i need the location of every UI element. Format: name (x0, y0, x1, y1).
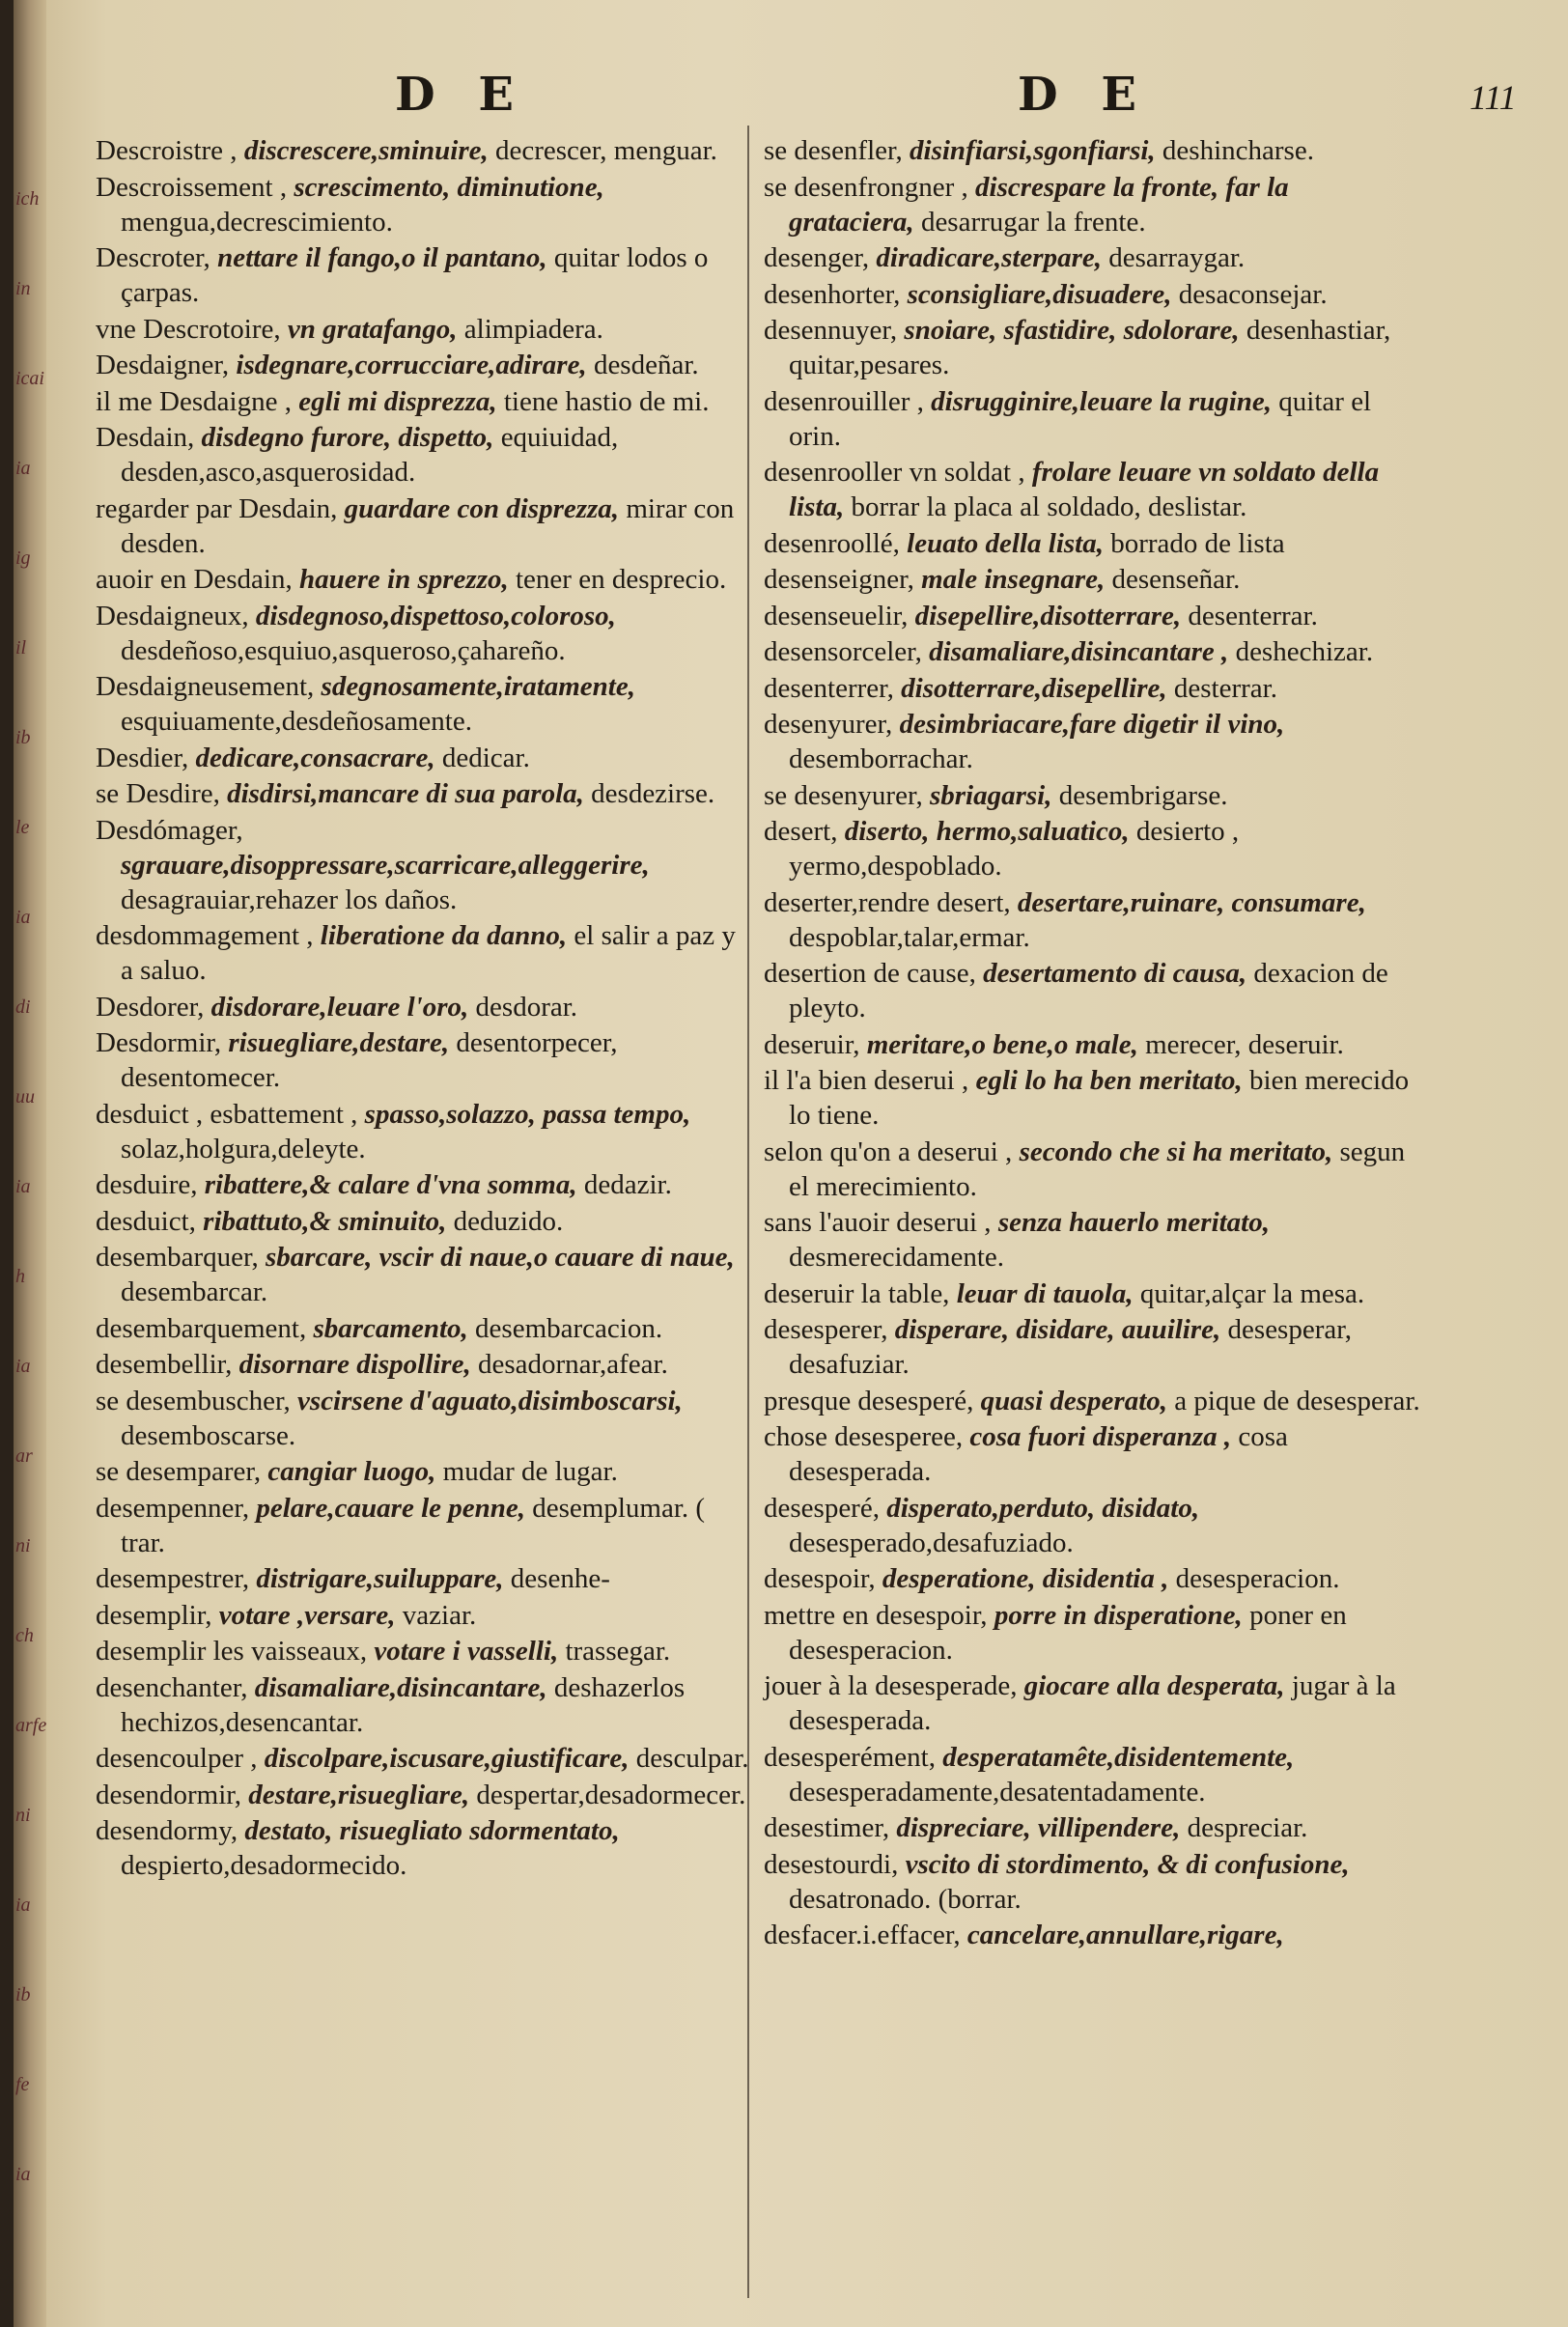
dictionary-entry (764, 1847, 1420, 1917)
entry-headword: deseruir la table, (764, 1277, 950, 1309)
entry-italian: diserto, hermo,saluatico, (844, 816, 1130, 847)
entry-italian: male insegnare, (921, 564, 1106, 595)
entry-italian: disrugginire,leuare la rugine, (931, 385, 1273, 417)
dictionary-entry (764, 599, 1420, 633)
entry-italian: disdegno furore, dispetto, (201, 422, 494, 453)
facing-page-gutter (14, 0, 46, 2327)
dictionary-entry (764, 1384, 1420, 1418)
page-number: 111 (1470, 78, 1517, 117)
dictionary-entry (764, 1740, 1420, 1809)
entry-headword: sans l'auoir deserui , (764, 1207, 992, 1238)
dictionary-entry (764, 1561, 1420, 1596)
entry-headword: desduire, (96, 1169, 198, 1200)
running-head-left: D E (395, 68, 527, 122)
entry-spanish: desenhastiar, quitar,pesares. (789, 315, 1391, 380)
entry-spanish: desdeñoso,esquiuo,asqueroso,çahareño. (121, 634, 566, 666)
dictionary-entry (96, 240, 752, 310)
dictionary-entry (764, 384, 1420, 454)
gutter-fragment: ar (15, 1445, 33, 1467)
entry-spanish: desagrauiar,rehazer los daños. (121, 883, 458, 915)
entry-italian: hauere in sprezzo, (299, 564, 509, 595)
entry-headword: Desdain, (96, 422, 195, 453)
entry-italian: destato, risuegliato sdormentato, (244, 1815, 620, 1846)
entry-spanish: desadornar,afear. (477, 1349, 668, 1380)
entry-italian: cangiar luogo, (267, 1456, 436, 1487)
dictionary-entry (96, 1347, 752, 1382)
entry-spanish: quitar lodos o çarpas. (121, 242, 709, 308)
entry-spanish: desembarcacion. (475, 1312, 663, 1344)
entry-spanish: a pique de desesperar. (1174, 1385, 1420, 1416)
entry-spanish: desesperar, desafuziar. (789, 1314, 1352, 1380)
dictionary-entry (96, 990, 752, 1024)
dictionary-entry (96, 813, 752, 917)
entry-headword: vne Descrotoire, (96, 313, 281, 345)
entry-italian: diradicare,sterpare, (876, 242, 1102, 273)
dictionary-entry (96, 1778, 752, 1812)
entry-headword: desembarquer, (96, 1242, 259, 1273)
entry-spanish: desatronado. (borrar. (789, 1883, 1022, 1915)
entry-italian: disepellire,disotterrare, (914, 600, 1182, 631)
entry-spanish: desculpar. (635, 1743, 749, 1774)
entry-headword: desensorceler, (764, 636, 922, 667)
entry-headword: desespoir, (764, 1563, 876, 1594)
dictionary-entry (96, 1311, 752, 1346)
entry-spanish: mirar con desden. (121, 492, 735, 559)
entry-italian: desertare,ruinare, consumare, (1017, 886, 1366, 918)
gutter-fragment: ch (15, 1625, 34, 1646)
entry-italian: sbriagarsi, (929, 779, 1052, 811)
entry-headword: jouer à la desesperade, (764, 1670, 1018, 1701)
entry-spanish: desemplumar. ( trar. (121, 1492, 706, 1558)
entry-headword: deseruir, (764, 1028, 860, 1060)
gutter-fragment: ia (15, 1176, 31, 1197)
dictionary-entry (764, 1063, 1420, 1133)
dictionary-entry (96, 1167, 752, 1202)
entry-italian: screscimento, diminutione, (294, 171, 604, 203)
gutter-fragment: in (15, 278, 31, 299)
dictionary-entry (96, 918, 752, 988)
entry-spanish: alimpiadera. (463, 313, 603, 345)
entry-italian: distrigare,suiluppare, (256, 1563, 504, 1594)
gutter-fragment: ia (15, 458, 31, 479)
entry-spanish: desesperacion. (1175, 1563, 1340, 1594)
entry-spanish: cosa desesperada. (789, 1421, 1288, 1487)
dictionary-entry (764, 1312, 1420, 1382)
entry-spanish: desdorar. (475, 991, 578, 1023)
entry-headword: desenrooller vn soldat , (764, 457, 1025, 488)
entry-italian: cancelare,annullare,rigare, (966, 1920, 1284, 1950)
entry-italian: vscito di stordimento, & di confusione, (905, 1848, 1350, 1880)
entry-headword: desesperé, (764, 1492, 880, 1524)
entry-spanish: desentorpecer, desentomecer. (121, 1027, 618, 1093)
entry-spanish: deshazerlos hechizos,desencantar. (121, 1671, 686, 1738)
entry-headword: desestourdi, (764, 1848, 899, 1880)
dictionary-entry (764, 240, 1420, 275)
entry-italian: vscirsene d'aguato,disimboscarsi, (297, 1385, 683, 1416)
gutter-fragment: ib (15, 1984, 31, 2005)
dictionary-entry (764, 814, 1420, 883)
entry-headword: desendormy, (96, 1815, 238, 1846)
entry-italian: guardare con disprezza, (344, 492, 620, 524)
entry-italian: disotterrare,disepellire, (901, 672, 1167, 704)
entry-italian: desertamento di causa, (983, 958, 1247, 989)
entry-italian: vn gratafango, (287, 313, 458, 345)
entry-spanish: tener en desprecio. (516, 564, 727, 595)
entry-spanish: desenhe- (510, 1563, 610, 1594)
dictionary-entry (96, 1204, 752, 1239)
dictionary-entry (96, 170, 752, 239)
entry-headword: Desdaigneusement, (96, 671, 315, 702)
entry-headword: desenseigner, (764, 564, 914, 595)
dictionary-entry (96, 1634, 752, 1668)
entry-spanish: merecer, deseruir. (1145, 1028, 1344, 1060)
entry-headword: Desdaigneux, (96, 600, 249, 631)
gutter-fragment: fe (15, 2074, 30, 2095)
entry-spanish: desesperado,desafuziado. (789, 1527, 1074, 1558)
entry-italian: dispreciare, villipendere, (896, 1812, 1181, 1843)
entry-headword: desempenner, (96, 1492, 250, 1524)
entry-spanish: bien merecido lo tiene. (789, 1065, 1410, 1131)
entry-italian: ribattuto,& sminuito, (203, 1205, 447, 1237)
entry-spanish: desesperadamente,desatentadamente. (789, 1776, 1206, 1808)
entry-spanish: despertar,desadormecer. (476, 1779, 746, 1810)
entry-italian: dedicare,consacrare, (195, 742, 435, 773)
entry-spanish: desemboscarse. (121, 1419, 296, 1451)
entry-spanish: quitar,alçar la mesa. (1139, 1277, 1365, 1309)
entry-spanish: desmerecidamente. (789, 1242, 1005, 1273)
entry-headword: Desdier, (96, 742, 189, 773)
dictionary-entry (764, 277, 1420, 312)
entry-spanish: desdezirse. (591, 778, 715, 809)
dictionary-entry (96, 1240, 752, 1309)
entry-spanish: segun el merecimiento. (789, 1135, 1406, 1202)
entry-headword: desenterrer, (764, 672, 894, 704)
dictionary-entry (764, 707, 1420, 776)
entry-headword: desencoulper , (96, 1743, 258, 1774)
entry-headword: desenchanter, (96, 1671, 248, 1703)
dictionary-entry (96, 133, 752, 168)
entry-italian: disdirsi,mancare di sua parola, (227, 778, 584, 809)
entry-spanish: desenterrar. (1188, 600, 1318, 631)
entry-spanish: desemborrachar. (789, 743, 973, 774)
entry-italian: votare i vasselli, (374, 1636, 559, 1667)
entry-italian: nettare il fango,o il pantano, (217, 242, 547, 273)
entry-italian: disamaliare,disincantare, (254, 1671, 547, 1703)
entry-italian: snoiare, sfastidire, sdolorare, (904, 315, 1240, 346)
entry-italian: disdorare,leuare l'oro, (210, 991, 469, 1023)
entry-italian: frolare leuare vn soldato della lista, (789, 457, 1380, 522)
entry-spanish: tiene hastio de mi. (503, 385, 710, 417)
entry-headword: desesperer, (764, 1314, 888, 1345)
entry-headword: mettre en desespoir, (764, 1599, 988, 1631)
running-head-right: D E (1018, 68, 1150, 122)
entry-italian: senza hauerlo meritato, (997, 1207, 1270, 1238)
dictionary-entry (764, 1205, 1420, 1275)
gutter-fragment: ich (15, 188, 40, 210)
entry-italian: disperato,perduto, disidato, (886, 1492, 1200, 1524)
entry-spanish: desterrar. (1173, 672, 1277, 704)
dictionary-entry (764, 170, 1420, 239)
dictionary-entry (764, 1135, 1420, 1204)
gutter-fragment: di (15, 996, 31, 1018)
entry-spanish: deduzido. (453, 1205, 564, 1237)
dictionary-entry (764, 1419, 1420, 1489)
dictionary-entry (764, 1027, 1420, 1062)
right-column (764, 133, 1420, 1954)
dictionary-entry (96, 1813, 752, 1883)
left-column (96, 133, 752, 1885)
entry-headword: desendormir, (96, 1779, 242, 1810)
gutter-fragment: ia (15, 1356, 31, 1377)
dictionary-entry (96, 1491, 752, 1560)
entry-headword: Descroistre , (96, 135, 238, 166)
entry-spanish: jugar à la desesperada. (789, 1670, 1396, 1736)
entry-italian: desperatamête,disidentemente, (942, 1741, 1295, 1773)
entry-spanish: dexacion de pleyto. (789, 958, 1388, 1023)
entry-spanish: dedicar. (441, 742, 530, 773)
entry-headword: desert, (764, 816, 838, 847)
entry-spanish: desembarcar. (121, 1276, 268, 1307)
gutter-fragment: icai (15, 368, 44, 389)
dictionary-entry (96, 741, 752, 775)
dictionary-entry (764, 133, 1420, 168)
entry-headword: se Desdire, (96, 778, 220, 809)
entry-italian: disornare dispollire, (238, 1349, 471, 1380)
entry-italian: quasi desperato, (980, 1385, 1167, 1416)
dictionary-entry (764, 634, 1420, 669)
entry-italian: meritare,o bene,o male, (866, 1028, 1138, 1060)
entry-headword: desduict , esbattement , (96, 1098, 358, 1130)
entry-headword: selon qu'on a deserui , (764, 1135, 1013, 1167)
gutter-fragment: uu (15, 1086, 35, 1107)
entry-italian: sbarcare, vscir di naue,o cauare di naue, (265, 1242, 735, 1273)
gutter-fragment: il (15, 637, 27, 659)
dictionary-entry (96, 1025, 752, 1095)
entry-headword: se desenfrongner , (764, 171, 968, 203)
gutter-fragment: h (15, 1266, 25, 1287)
dictionary-entry (764, 562, 1420, 597)
entry-spanish: desarraygar. (1108, 242, 1246, 273)
dictionary-entry (96, 348, 752, 382)
entry-spanish: deshincharse. (1162, 135, 1314, 166)
entry-headword: deserter,rendre desert, (764, 886, 1011, 918)
entry-spanish: despierto,desadormecido. (121, 1850, 407, 1881)
entry-headword: desduict, (96, 1205, 196, 1237)
entry-spanish: trassegar. (565, 1636, 671, 1667)
dictionary-entry (96, 384, 752, 419)
dictionary-entry (764, 455, 1420, 524)
dictionary-entry (96, 1454, 752, 1489)
gutter-fragment: le (15, 817, 30, 838)
dictionary-entry (96, 562, 752, 597)
entry-headword: Desdorer, (96, 991, 205, 1023)
entry-italian: disdegnoso,dispettoso,coloroso, (255, 600, 616, 631)
entry-italian: porre in disperatione, (994, 1599, 1243, 1631)
entry-headword: desenroollé, (764, 527, 900, 559)
entry-italian: sdegnosamente,iratamente, (321, 671, 635, 702)
entry-spanish: desenseñar. (1111, 564, 1241, 595)
entry-headword: desembellir, (96, 1349, 233, 1380)
entry-headword: Desdómager, (96, 814, 243, 846)
entry-headword: desenseuelir, (764, 600, 909, 631)
entry-italian: votare ,versare, (218, 1599, 396, 1631)
entry-headword: se desenfler, (764, 135, 903, 166)
entry-headword: desenger, (764, 242, 870, 273)
entry-headword: desfacer.i.effacer, (764, 1920, 961, 1950)
dictionary-entry (96, 669, 752, 739)
dictionary-entry (764, 1598, 1420, 1668)
dictionary-entry (96, 1670, 752, 1740)
entry-italian: spasso,solazzo, passa tempo, (364, 1098, 691, 1130)
entry-headword: desennuyer, (764, 315, 898, 346)
entry-spanish: esquiuamente,desdeñosamente. (121, 706, 472, 737)
entry-headword: il me Desdaigne , (96, 385, 292, 417)
dictionary-entry (764, 1491, 1420, 1560)
entry-italian: leuar di tauola, (956, 1277, 1134, 1309)
entry-italian: liberatione da danno, (320, 920, 568, 951)
entry-italian: cosa fuori disperanza , (969, 1421, 1232, 1452)
dictionary-entry (764, 778, 1420, 813)
gutter-fragment: ni (15, 1805, 31, 1826)
dictionary-entry (96, 1561, 752, 1596)
dictionary-entry (96, 599, 752, 668)
entry-spanish: equiuidad, desden,asco,asquerosidad. (121, 422, 619, 488)
entry-italian: egli mi disprezza, (298, 385, 497, 417)
dictionary-entry (764, 1810, 1420, 1845)
entry-spanish: poner en desesperacion. (789, 1599, 1347, 1666)
entry-headword: Desdaigner, (96, 350, 230, 380)
entry-headword: chose desesperee, (764, 1421, 964, 1452)
entry-spanish: despreciar. (1187, 1812, 1308, 1843)
entry-spanish: vaziar. (402, 1599, 477, 1631)
entry-headword: desempestrer, (96, 1563, 250, 1594)
entry-spanish: dedazir. (583, 1169, 672, 1200)
entry-italian: disamaliare,disincantare , (929, 636, 1229, 667)
entry-spanish: decrescer, menguar. (495, 135, 717, 166)
entry-headword: Descroter, (96, 242, 210, 273)
dictionary-entry (764, 956, 1420, 1025)
entry-headword: desenrouiller , (764, 385, 924, 417)
entry-headword: Desdormir, (96, 1027, 222, 1058)
entry-italian: discrespare la fronte, far la grataciera, (789, 171, 1289, 238)
entry-spanish: mengua,decrescimiento. (121, 206, 393, 238)
dictionary-entry (96, 312, 752, 347)
entry-spanish: desierto , yermo,despoblado. (789, 816, 1240, 882)
entry-italian: disinfiarsi,sgonfiarsi, (910, 135, 1156, 166)
entry-italian: pelare,cauare le penne, (256, 1492, 525, 1524)
entry-italian: isdegnare,corrucciare,adirare, (236, 350, 587, 380)
entry-italian: discrescere,sminuire, (243, 135, 489, 166)
entry-italian: desperatione, disidentia , (882, 1563, 1169, 1594)
dictionary-entry (764, 671, 1420, 706)
entry-headword: desertion de cause, (764, 958, 976, 989)
entry-headword: desestimer, (764, 1812, 890, 1843)
dictionary-entry (764, 313, 1420, 382)
gutter-fragment: ni (15, 1535, 31, 1556)
dictionary-entry (96, 491, 752, 561)
entry-italian: ribattere,& calare d'vna somma, (204, 1169, 577, 1200)
entry-headword: desesperément, (764, 1741, 936, 1773)
dictionary-page (14, 0, 1568, 2327)
dictionary-entry (96, 1741, 752, 1776)
dictionary-entry (96, 420, 752, 490)
entry-italian: sbarcamento, (313, 1312, 468, 1344)
gutter-fragment: ig (15, 547, 31, 569)
entry-italian: discolpare,iscusare,giustificare, (264, 1743, 630, 1774)
entry-spanish: desaconsejar. (1178, 278, 1328, 310)
entry-italian: desimbriacare,fare digetir il vino, (899, 709, 1285, 740)
entry-headword: desembarquement, (96, 1312, 307, 1344)
entry-spanish: solaz,holgura,deleyte. (121, 1133, 366, 1164)
dictionary-entry (96, 1384, 752, 1453)
entry-italian: disperare, disidare, auuilire, (894, 1314, 1221, 1345)
gutter-fragment: ia (15, 1894, 31, 1916)
entry-italian: sgrauare,disoppressare,scarricare,alleggerire, (121, 849, 650, 881)
entry-headword: se desemparer, (96, 1456, 262, 1487)
entry-spanish: despoblar,talar,ermar. (789, 921, 1030, 953)
entry-headword: se desembuscher, (96, 1385, 291, 1416)
entry-spanish: desdeñar. (593, 350, 699, 380)
entry-headword: desemplir les vaisseaux, (96, 1636, 368, 1667)
entry-italian: destare,risuegliare, (248, 1779, 470, 1810)
entry-headword: desenyurer, (764, 709, 893, 740)
entry-italian: leuato della lista, (907, 527, 1104, 559)
dictionary-entry (764, 526, 1420, 561)
entry-headword: se desenyurer, (764, 779, 923, 811)
entry-spanish: borrar la placa al soldado, deslistar. (851, 491, 1247, 522)
entry-italian: giocare alla desperata, (1023, 1670, 1285, 1701)
entry-spanish: desembrigarse. (1058, 779, 1228, 811)
entry-spanish: borrado de lista (1110, 527, 1285, 559)
gutter-fragment: ia (15, 2164, 31, 2185)
dictionary-entry (764, 1918, 1420, 1952)
entry-spanish: desarrugar la frente. (920, 206, 1146, 238)
dictionary-entry (764, 885, 1420, 955)
page-header (14, 68, 1568, 135)
entry-headword: desdommagement , (96, 920, 314, 951)
entry-headword: desemplir, (96, 1599, 212, 1631)
entry-italian: egli lo ha ben meritato, (975, 1065, 1243, 1096)
gutter-fragment: ib (15, 727, 31, 748)
entry-headword: presque desesperé, (764, 1385, 974, 1416)
dictionary-entry (764, 1276, 1420, 1311)
entry-headword: regarder par Desdain, (96, 492, 338, 524)
entry-spanish: el salir a paz y a saluo. (121, 920, 736, 986)
dictionary-entry (96, 1097, 752, 1166)
gutter-fragment: arfe (15, 1715, 47, 1736)
entry-headword: auoir en Desdain, (96, 564, 293, 595)
entry-headword: il l'a bien deserui , (764, 1065, 969, 1096)
entry-spanish: quitar el orin. (789, 385, 1372, 452)
gutter-fragment: ia (15, 907, 31, 928)
entry-spanish: deshechizar. (1235, 636, 1374, 667)
entry-spanish: mudar de lugar. (442, 1456, 618, 1487)
entry-headword: desenhorter, (764, 278, 901, 310)
entry-headword: Descroissement , (96, 171, 288, 203)
dictionary-entry (96, 1598, 752, 1633)
dictionary-entry (764, 1668, 1420, 1738)
entry-italian: sconsigliare,disuadere, (907, 278, 1172, 310)
entry-italian: secondo che si ha meritato, (1019, 1135, 1333, 1167)
entry-italian: risuegliare,destare, (228, 1027, 450, 1058)
dictionary-entry (96, 776, 752, 811)
